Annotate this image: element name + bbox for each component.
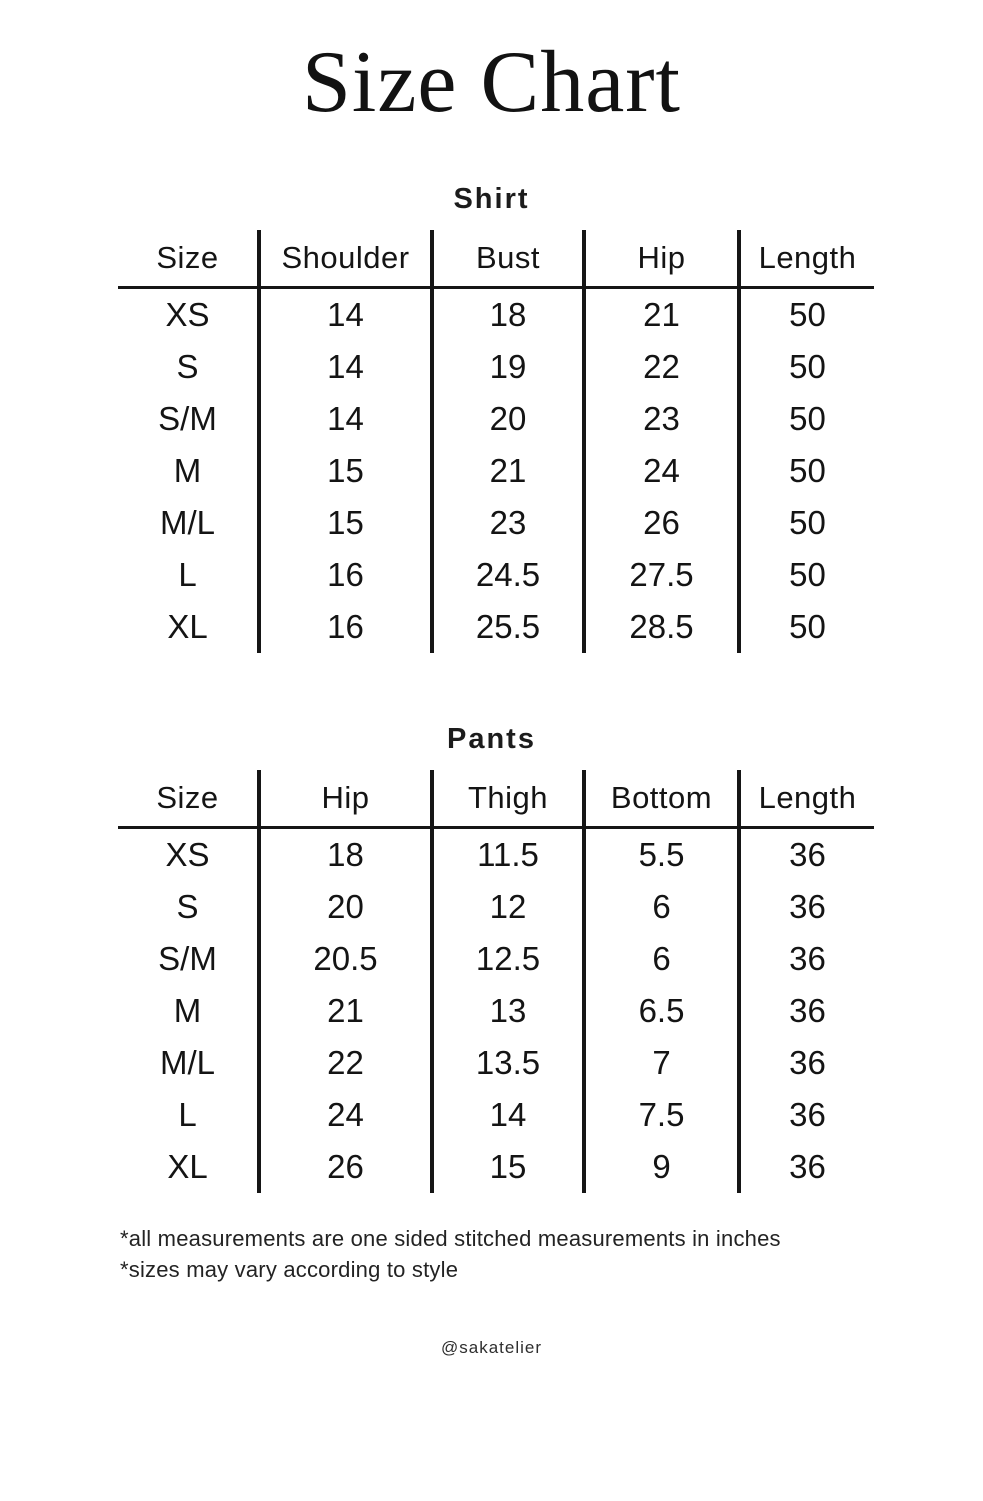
pants-cell-xs-thigh: 11.5: [477, 836, 539, 874]
pants-cell-s-m-size: S/M: [158, 940, 217, 978]
shirt-size-table: [118, 230, 874, 653]
shirt-column-size: [118, 230, 257, 653]
shirt-cell-m-hip: 24: [643, 452, 680, 490]
shirt-cell-xs-size: XS: [165, 296, 210, 334]
pants-header-bottom: Bottom: [610, 780, 713, 816]
shirt-column-hip: [582, 230, 737, 653]
shirt-cell-l-size: L: [178, 556, 197, 594]
pants-header-hip: Hip: [321, 780, 370, 816]
pants-cell-xl-size: XL: [167, 1148, 208, 1186]
pants-cell-m-hip: 21: [327, 992, 364, 1030]
pants-cell-l-thigh: 14: [489, 1096, 527, 1134]
shirt-cell-s-m-size: S/M: [158, 400, 217, 438]
pants-cell-s-hip: 20: [327, 888, 364, 926]
shirt-cell-m-bust: 21: [489, 452, 527, 490]
shirt-cell-l-length: 50: [789, 556, 826, 594]
pants-cell-s-m-length: 36: [789, 940, 826, 978]
pants-cell-xs-size: XS: [165, 836, 210, 874]
shirt-cell-xl-hip: 28.5: [629, 608, 694, 646]
shirt-header-shoulder: Shoulder: [281, 240, 410, 276]
shirt-cell-s-m-length: 50: [789, 400, 826, 438]
shirt-cell-xl-shoulder: 16: [327, 608, 364, 646]
pants-column-hip: [257, 770, 430, 1193]
pants-cell-m-l-hip: 22: [327, 1044, 364, 1082]
pants-header-length: Length: [758, 780, 857, 816]
pants-cell-m-bottom: 6.5: [638, 992, 685, 1030]
shirt-cell-l-hip: 27.5: [629, 556, 694, 594]
shirt-cell-xs-bust: 18: [489, 296, 527, 334]
shirt-cell-m-l-shoulder: 15: [327, 504, 364, 542]
pants-cell-s-m-thigh: 12.5: [475, 940, 541, 978]
footnote-measurements: *all measurements are one sided stitched measurements in inches: [120, 1226, 781, 1252]
pants-cell-m-l-size: M/L: [159, 1044, 215, 1082]
pants-cell-s-m-bottom: 6: [652, 940, 671, 978]
shirt-cell-xs-shoulder: 14: [327, 296, 364, 334]
pants-cell-l-size: L: [178, 1096, 197, 1134]
shirt-cell-xl-length: 50: [789, 608, 826, 646]
pants-cell-xl-length: 36: [789, 1148, 826, 1186]
pants-cell-xl-hip: 26: [327, 1148, 364, 1186]
pants-cell-m-size: M: [173, 992, 202, 1030]
pants-cell-xl-bottom: 9: [652, 1148, 671, 1186]
pants-cell-m-l-length: 36: [789, 1044, 826, 1082]
pants-cell-xs-bottom: 5.5: [638, 836, 685, 874]
pants-cell-l-length: 36: [789, 1096, 826, 1134]
pants-cell-l-hip: 24: [327, 1096, 364, 1134]
pants-cell-s-m-hip: 20.5: [313, 940, 378, 978]
pants-cell-s-bottom: 6: [652, 888, 671, 926]
pants-section-title: Pants: [447, 723, 536, 756]
pants-cell-s-length: 36: [789, 888, 826, 926]
brand-handle: @sakatelier: [440, 1337, 542, 1357]
shirt-column-shoulder: [257, 230, 430, 653]
shirt-cell-s-shoulder: 14: [327, 348, 364, 386]
shirt-header-hip: Hip: [637, 240, 686, 276]
shirt-cell-xs-hip: 21: [643, 296, 680, 334]
shirt-cell-s-length: 50: [789, 348, 826, 386]
pants-cell-s-thigh: 12: [489, 888, 527, 926]
pants-column-thigh: [430, 770, 582, 1193]
pants-cell-l-bottom: 7.5: [638, 1096, 685, 1134]
pants-header-thigh: Thigh: [467, 780, 549, 816]
pants-size-table: [118, 770, 874, 1193]
shirt-header-size: Size: [156, 240, 219, 276]
pants-column-bottom: [582, 770, 737, 1193]
shirt-section: [0, 183, 983, 653]
shirt-cell-xl-size: XL: [167, 608, 208, 646]
pants-cell-xl-thigh: 15: [489, 1148, 527, 1186]
shirt-cell-xl-bust: 25.5: [475, 608, 541, 646]
pants-cell-xs-hip: 18: [327, 836, 364, 874]
pants-section: [0, 723, 983, 1193]
shirt-cell-m-length: 50: [789, 452, 826, 490]
shirt-cell-s-m-hip: 23: [643, 400, 680, 438]
shirt-cell-m-l-size: M/L: [159, 504, 215, 542]
page-title: Size Chart: [301, 34, 681, 131]
pants-column-size: [118, 770, 257, 1193]
pants-cell-s-size: S: [176, 888, 199, 926]
shirt-header-length: Length: [758, 240, 857, 276]
shirt-cell-s-m-bust: 20: [489, 400, 527, 438]
pants-column-length: [737, 770, 874, 1193]
pants-cell-m-l-bottom: 7: [652, 1044, 671, 1082]
shirt-cell-s-size: S: [176, 348, 199, 386]
shirt-cell-xs-length: 50: [789, 296, 826, 334]
footnote-sizes-vary: *sizes may vary according to style: [120, 1257, 459, 1283]
footnotes: [120, 1223, 880, 1285]
shirt-cell-m-l-bust: 23: [489, 504, 527, 542]
shirt-cell-m-size: M: [173, 452, 202, 490]
shirt-cell-s-m-shoulder: 14: [327, 400, 364, 438]
pants-header-rule: [118, 826, 874, 829]
shirt-column-bust: [430, 230, 582, 653]
pants-cell-xs-length: 36: [789, 836, 826, 874]
shirt-cell-s-hip: 22: [643, 348, 680, 386]
shirt-cell-s-bust: 19: [489, 348, 527, 386]
shirt-cell-m-l-hip: 26: [643, 504, 680, 542]
shirt-cell-m-shoulder: 15: [327, 452, 364, 490]
pants-cell-m-thigh: 13: [489, 992, 527, 1030]
shirt-cell-l-bust: 24.5: [475, 556, 541, 594]
shirt-header-bust: Bust: [475, 240, 541, 276]
shirt-header-rule: [118, 286, 874, 289]
shirt-column-length: [737, 230, 874, 653]
pants-header-size: Size: [156, 780, 219, 816]
shirt-cell-l-shoulder: 16: [327, 556, 364, 594]
pants-cell-m-length: 36: [789, 992, 826, 1030]
shirt-cell-m-l-length: 50: [789, 504, 826, 542]
pants-cell-m-l-thigh: 13.5: [475, 1044, 541, 1082]
shirt-section-title: Shirt: [453, 183, 530, 216]
